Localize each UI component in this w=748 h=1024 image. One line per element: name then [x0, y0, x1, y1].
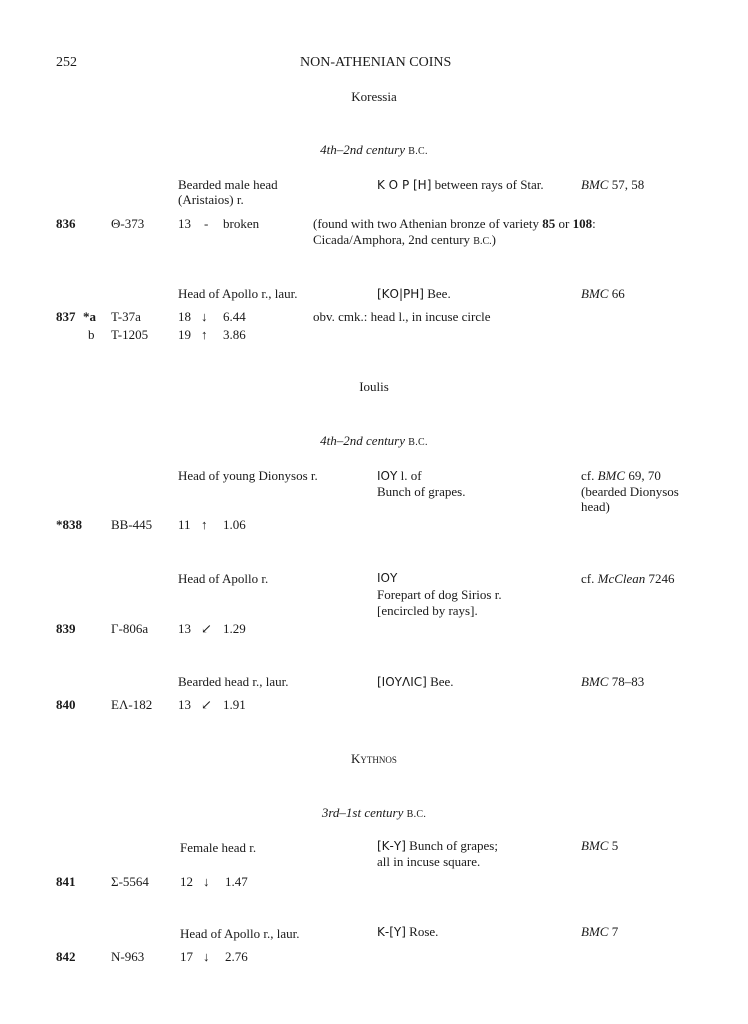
reverse-838-line1: [377, 468, 422, 484]
reverse-description: Rose.: [405, 924, 439, 939]
reference-837: [581, 286, 625, 301]
inventory-836: Θ-373: [111, 216, 145, 231]
note-text: :: [592, 216, 596, 231]
variant-mark-837b: b: [88, 327, 95, 342]
period-era: B.C.: [406, 809, 427, 820]
ref-catalog: BMC: [581, 177, 609, 192]
obverse-841: Female head r.: [180, 840, 257, 855]
period-era: B.C.: [408, 146, 428, 157]
size-838: 11: [178, 517, 191, 532]
note-text: or: [555, 216, 573, 231]
inventory-837a: T-37a: [111, 309, 141, 324]
ref-catalog: McClean: [597, 571, 646, 586]
reverse-837: [377, 286, 451, 302]
inventory-841: Σ-5564: [111, 874, 149, 889]
reverse-839-line2: Forepart of dog Sirios r.: [377, 587, 502, 602]
weight-836: broken: [223, 216, 260, 231]
weight-839: 1.29: [223, 621, 246, 636]
inventory-842: N-963: [111, 949, 145, 964]
axis-837b: ↑: [201, 327, 208, 342]
entry-number-838: *838: [56, 517, 82, 532]
reverse-description: Bee.: [423, 286, 451, 301]
size-839: 13: [178, 621, 191, 636]
weight-842: 2.76: [225, 949, 248, 964]
reverse-841-line2: all in incuse square.: [377, 854, 481, 869]
size-836: 13: [178, 216, 191, 231]
section-period-kythnos: [0, 805, 748, 822]
variety-number: 108: [572, 216, 593, 231]
reference-836: [581, 177, 644, 192]
obverse-840: Bearded head r., laur.: [178, 674, 289, 689]
reverse-842: [377, 924, 438, 940]
weight-837a: 6.44: [223, 309, 246, 324]
reverse-legend: [Κ-Υ]: [377, 839, 406, 853]
ref-number: 69, 70: [625, 468, 661, 483]
obverse-837: Head of Apollo r., laur.: [178, 286, 298, 301]
reference-838: [581, 468, 661, 483]
entry-number-836: 836: [56, 216, 76, 231]
reference-839: [581, 571, 675, 586]
entry-number-842: 842: [56, 949, 76, 964]
reverse-legend: ΙΟΥ: [377, 469, 398, 483]
entry-number-841: 841: [56, 874, 76, 889]
reverse-legend: [ΙΟΥΛΙϹ]: [377, 675, 427, 689]
size-837b: 19: [178, 327, 191, 342]
ref-number: 66: [608, 286, 625, 301]
section-title-ioulis: Ioulis: [359, 379, 389, 394]
period-range: 3rd–1st century: [321, 805, 404, 820]
note-text: ): [491, 232, 496, 247]
axis-842: ↓: [203, 949, 210, 964]
size-842: 17: [180, 949, 193, 964]
reference-841: [581, 838, 618, 853]
weight-841: 1.47: [225, 874, 248, 889]
axis-838: ↑: [201, 517, 208, 532]
reverse-description: Bee.: [426, 674, 454, 689]
reverse-839-legend: ΙΟΥ: [377, 571, 398, 585]
note-837: obv. cmk.: head l., in incuse circle: [313, 309, 491, 324]
page-title: NON-ATHENIAN COINS: [300, 55, 452, 70]
period-era: B.C.: [408, 437, 428, 448]
reverse-836: [377, 177, 544, 193]
axis-840: ↙: [201, 697, 212, 712]
reference-838-line3: head): [581, 499, 610, 514]
reverse-839-line3: [encircled by rays].: [377, 603, 478, 618]
reverse-840: [377, 674, 454, 690]
ref-catalog: BMC: [581, 674, 609, 689]
ref-catalog: BMC: [581, 924, 609, 939]
note-836-line2: [313, 232, 496, 249]
inventory-837b: T-1205: [111, 327, 149, 342]
axis-841: ↓: [203, 874, 210, 889]
variety-number: 85: [542, 216, 556, 231]
ref-number: 57, 58: [608, 177, 645, 192]
obverse-842: Head of Apollo r., laur.: [180, 926, 300, 941]
reference-842: [581, 924, 618, 939]
reverse-841-line1: [377, 838, 498, 854]
reference-840: [581, 674, 644, 689]
ref-catalog: BMC: [581, 286, 609, 301]
reverse-838-line2: Bunch of grapes.: [377, 484, 466, 499]
reverse-description: between rays of Star.: [431, 177, 544, 192]
ref-number: 7246: [645, 571, 675, 586]
size-837a: 18: [178, 309, 191, 324]
obverse-838: Head of young Dionysos r.: [178, 468, 318, 483]
section-period-koressia: [0, 142, 748, 159]
ref-number: 78–83: [608, 674, 645, 689]
inventory-839: Γ-806a: [111, 621, 149, 636]
ref-prefix: cf.: [581, 571, 598, 586]
weight-840: 1.91: [223, 697, 246, 712]
ref-number: 5: [608, 838, 619, 853]
axis-836: -: [204, 216, 209, 231]
ref-prefix: cf.: [581, 468, 598, 483]
note-text: (found with two Athenian bronze of variety: [313, 216, 543, 231]
reference-838-line2: (bearded Dionysos: [581, 484, 679, 499]
note-era: B.C.: [473, 236, 492, 247]
section-title-koressia: Koressia: [351, 89, 397, 104]
axis-837a: ↓: [201, 309, 208, 324]
period-range: 4th–2nd century: [320, 433, 406, 448]
ref-number: 7: [608, 924, 619, 939]
entry-number-840: 840: [56, 697, 76, 712]
ref-catalog: BMC: [597, 468, 626, 483]
inventory-838: BB-445: [111, 517, 153, 532]
obverse-836-line2: (Aristaios) r.: [178, 192, 244, 207]
section-title-kythnos: Kythnos: [351, 751, 397, 766]
entry-number-839: 839: [56, 621, 76, 636]
ref-catalog: BMC: [581, 838, 609, 853]
reverse-legend: Κ Ο Ρ [Η]: [377, 178, 432, 192]
note-text: Cicada/Amphora, 2nd century: [313, 232, 474, 247]
entry-number-837: 837: [56, 309, 76, 324]
section-period-ioulis: [0, 433, 748, 450]
size-841: 12: [180, 874, 193, 889]
obverse-839: Head of Apollo r.: [178, 571, 269, 586]
axis-839: ↙: [201, 621, 212, 636]
reverse-description: Bunch of grapes;: [405, 838, 498, 853]
size-840: 13: [178, 697, 191, 712]
period-range: 4th–2nd century: [320, 142, 406, 157]
weight-838: 1.06: [223, 517, 246, 532]
page-number: 252: [56, 55, 77, 70]
note-836-line1: [313, 216, 596, 231]
inventory-840: ΕΛ-182: [111, 697, 153, 712]
weight-837b: 3.86: [223, 327, 246, 342]
reverse-legend: [ΚΟ|ΡΗ]: [377, 287, 424, 301]
variant-mark-837a: *a: [83, 309, 96, 324]
obverse-836-line1: Bearded male head: [178, 177, 278, 192]
reverse-legend: Κ-[Υ]: [377, 925, 406, 939]
reverse-description: l. of: [397, 468, 422, 483]
